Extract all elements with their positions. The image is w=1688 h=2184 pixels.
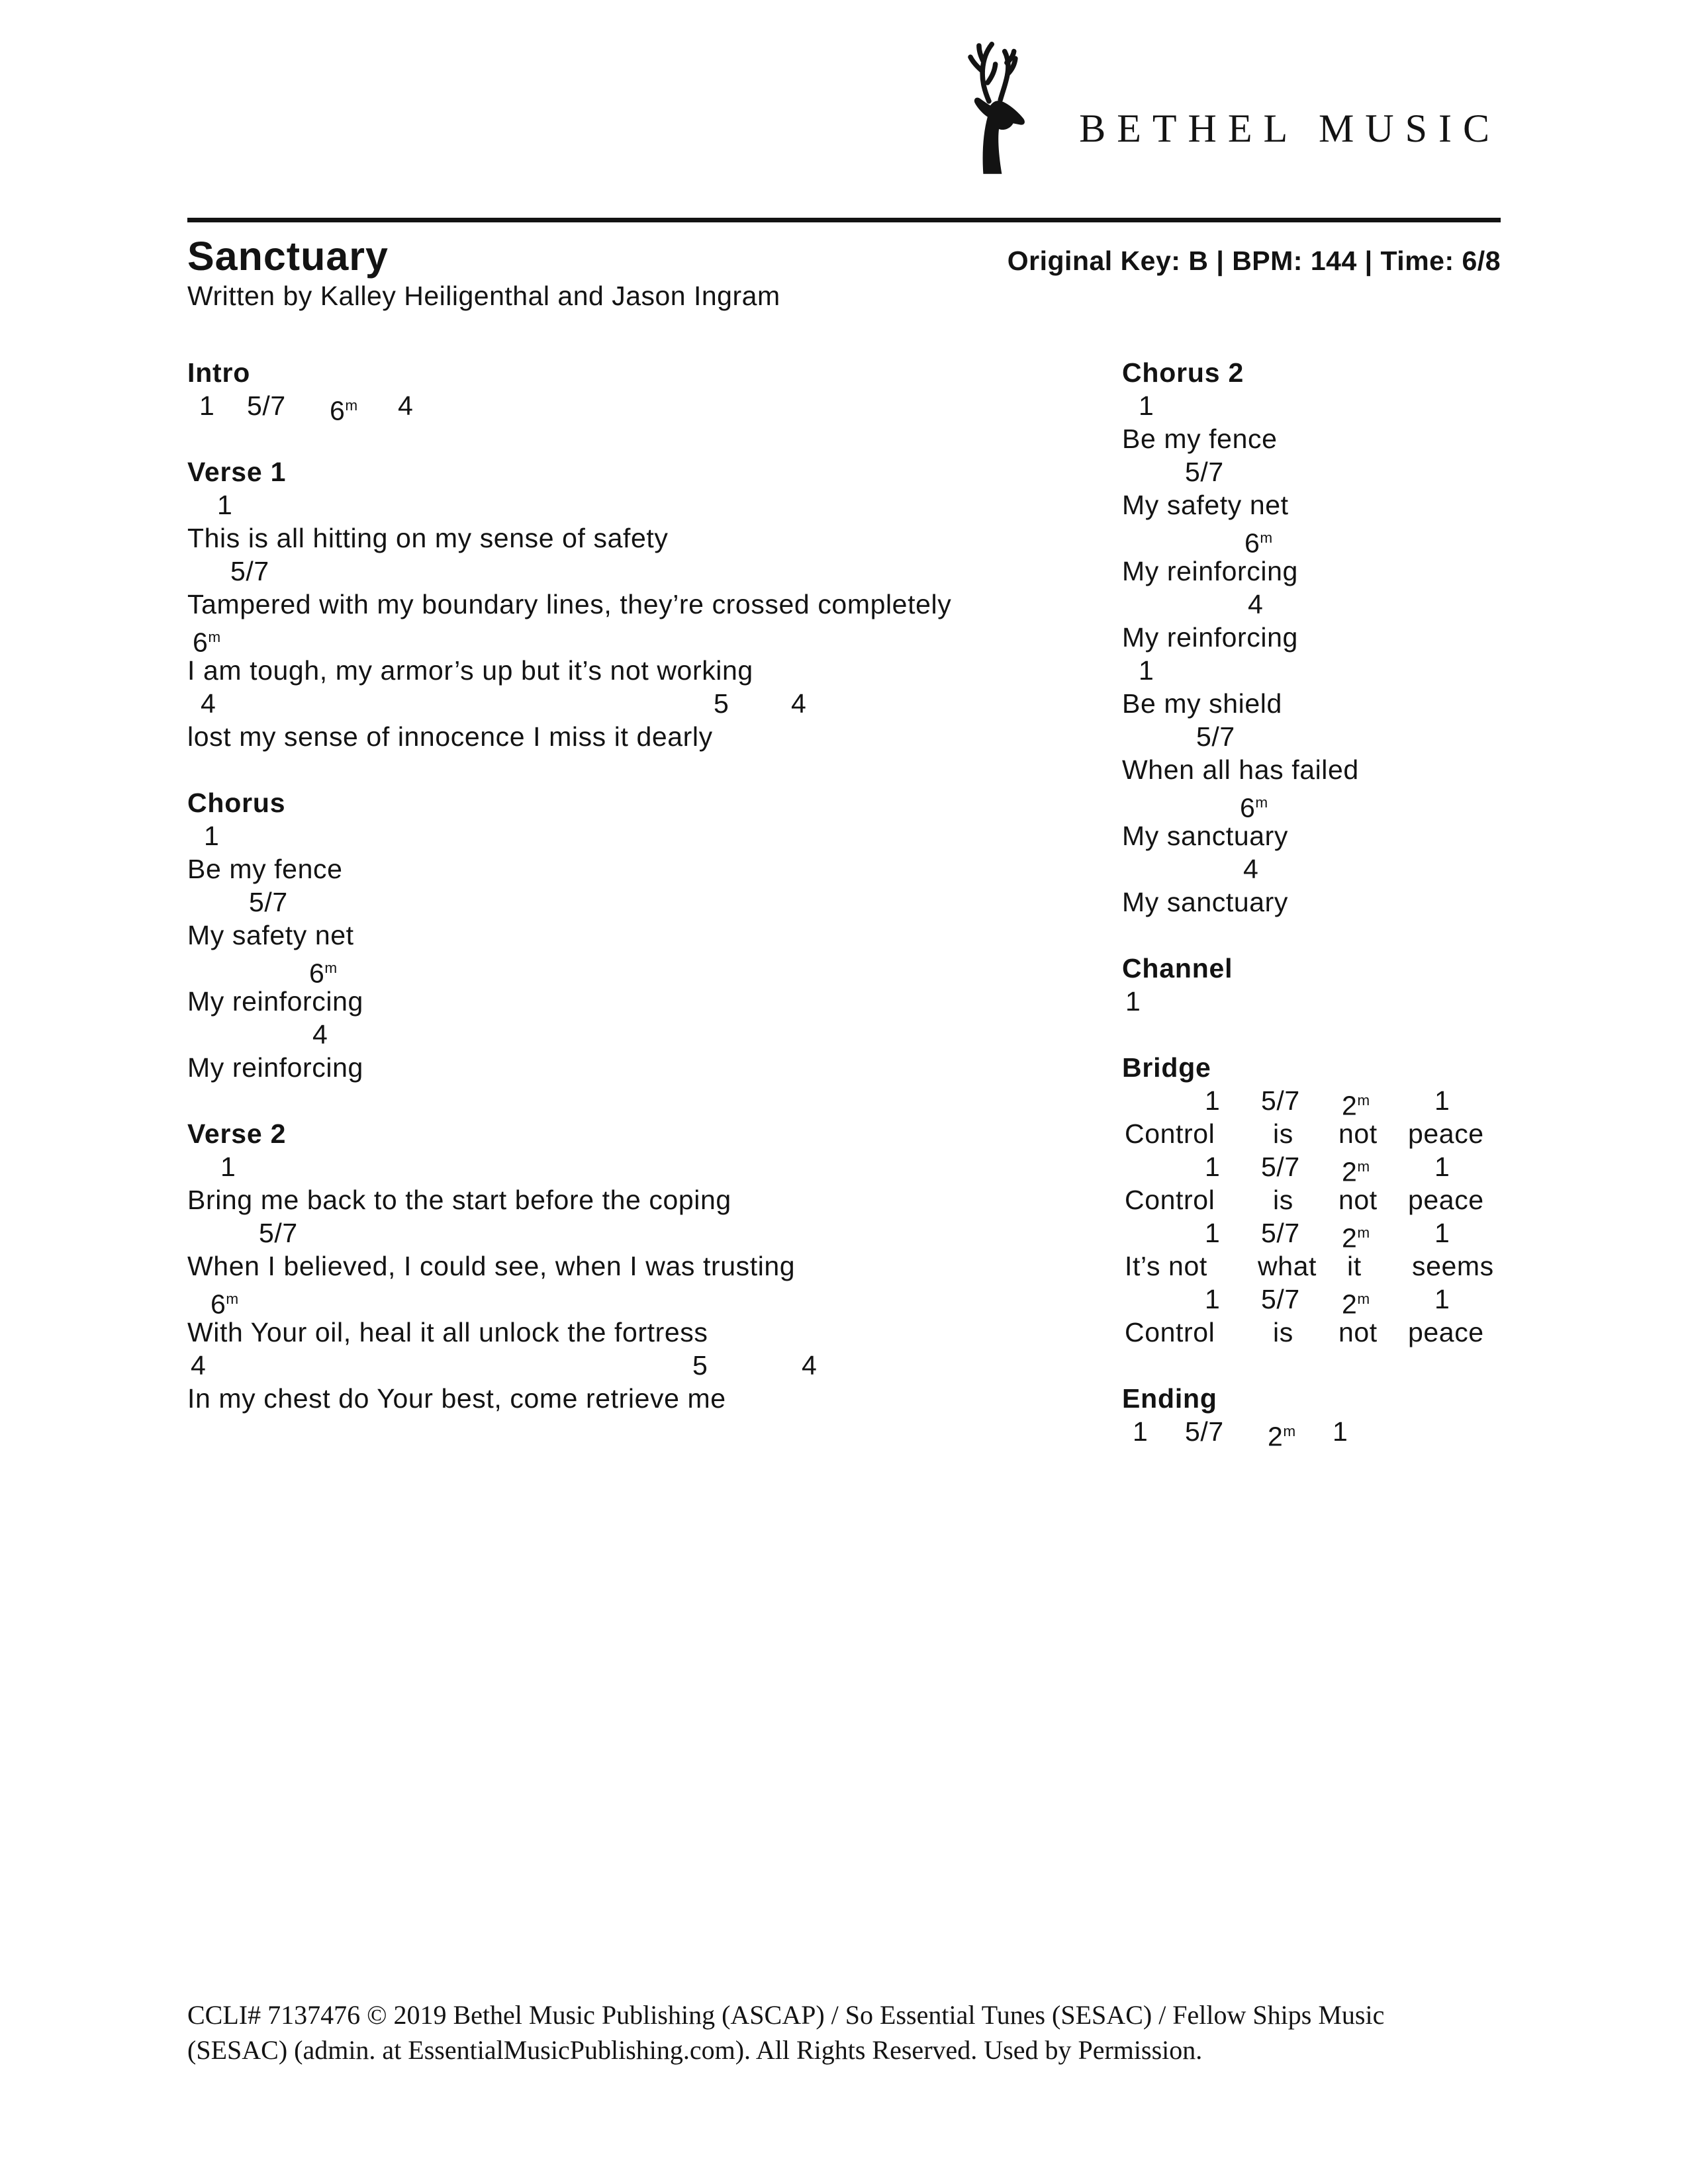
chord-symbol: 1: [1434, 1085, 1450, 1116]
lyric-word: what: [1258, 1251, 1317, 1281]
chord-symbol: 1: [220, 1152, 236, 1182]
copyright-line: CCLI# 7137476 © 2019 Bethel Music Publishing (ASCAP) / So Essential Tunes (SESAC) / Fellow Ships Music: [187, 2000, 1385, 2030]
lyric-word: Control: [1125, 1118, 1215, 1149]
lyric-line: My sanctuary: [1122, 887, 1288, 917]
lyric-line: Bring me back to the start before the coping: [187, 1185, 731, 1215]
chord-symbol: 1: [1434, 1152, 1450, 1182]
section-spacer: [1122, 1018, 1685, 1051]
song-section: [1122, 356, 1685, 952]
chord-line: [1122, 522, 1685, 559]
chord-symbol: 5/7: [1261, 1085, 1300, 1116]
chord-symbol: 1: [1133, 1416, 1149, 1447]
chord-symbol: 1: [1205, 1152, 1221, 1182]
lyric-line: [1122, 1316, 1685, 1349]
chord-line: [1122, 1415, 1685, 1452]
chord-symbol: 6$^m$: [309, 958, 338, 989]
chord-symbol: 4: [191, 1350, 207, 1381]
chord-symbol: 1: [1205, 1284, 1221, 1314]
chord-symbol: 1: [217, 490, 233, 520]
lyric-line: My safety net: [187, 920, 354, 950]
lyric-line: With Your oil, heal it all unlock the fortress: [187, 1317, 708, 1347]
chord-line: [1122, 588, 1685, 621]
chord-symbol: 1: [1139, 390, 1154, 421]
chord-symbol: 5/7: [259, 1218, 298, 1248]
chord-line: [1122, 389, 1685, 422]
lyric-word: not: [1338, 1118, 1378, 1149]
chord-symbol: 1: [204, 821, 220, 851]
left-column: [187, 356, 1114, 1448]
chord-symbol: 1: [1434, 1218, 1450, 1248]
lyric-line: My reinforcing: [1122, 622, 1298, 653]
chord-symbol: 1: [1205, 1218, 1221, 1248]
section-spacer: [187, 753, 1114, 786]
chord-symbol: 4: [1243, 854, 1259, 884]
chord-line: [1122, 1283, 1685, 1320]
song-section: [1122, 1382, 1685, 1481]
lyric-word: not: [1338, 1185, 1378, 1215]
chord-line: [187, 1018, 1114, 1051]
chord-line: [187, 389, 1114, 426]
section-spacer: [187, 1084, 1114, 1117]
lyric-line: Be my fence: [1122, 424, 1278, 454]
section-spacer: [1122, 919, 1685, 952]
chord-symbol: 6$^m$: [1240, 792, 1268, 823]
lyric-word: Control: [1125, 1317, 1215, 1347]
lyric-line: [1122, 1250, 1685, 1283]
lyric-line: When I believed, I could see, when I was trusting: [187, 1251, 796, 1281]
chord-symbol: 5/7: [249, 887, 288, 917]
chord-symbol: 5/7: [1261, 1284, 1300, 1314]
lyric-line: My safety net: [1122, 490, 1289, 520]
lyric-line: I am tough, my armor’s up but it’s not working: [187, 655, 753, 686]
lyric-line: Be my shield: [1122, 688, 1282, 719]
song-section: [187, 1117, 1114, 1448]
chord-symbol: 4: [791, 688, 807, 719]
chord-symbol: 2$^m$: [1342, 1156, 1370, 1187]
section-spacer: [1122, 1448, 1685, 1481]
chord-symbol: 4: [312, 1019, 328, 1050]
lyric-line: My reinforcing: [1122, 556, 1298, 586]
lyric-line: [1122, 1183, 1685, 1216]
lyric-line: When all has failed: [1122, 754, 1359, 785]
lyric-word: seems: [1412, 1251, 1494, 1281]
section-heading: Chorus: [187, 788, 286, 818]
lyric-line: This is all hitting on my sense of safety: [187, 523, 669, 553]
lyric-word: peace: [1408, 1185, 1484, 1215]
lyric-word: is: [1273, 1317, 1293, 1347]
lyric-word: is: [1273, 1118, 1293, 1149]
lyric-line: Be my fence: [187, 854, 343, 884]
chord-symbol: 5/7: [1261, 1218, 1300, 1248]
lyric-line: lost my sense of innocence I miss it dearly: [187, 721, 713, 752]
chord-symbol: 2$^m$: [1268, 1421, 1296, 1452]
chord-line: [1122, 455, 1685, 488]
chord-line: [187, 488, 1114, 522]
lyric-word: It’s not: [1125, 1251, 1207, 1281]
section-spacer: [187, 1415, 1114, 1448]
chord-line: [1122, 985, 1685, 1018]
section-heading: Intro: [187, 357, 251, 388]
section-spacer: [187, 422, 1114, 455]
section-heading: Channel: [1122, 953, 1233, 983]
section-heading: Chorus 2: [1122, 357, 1244, 388]
chord-line: [1122, 654, 1685, 687]
header-divider: [187, 218, 1501, 222]
chord-line: [187, 1283, 1114, 1320]
chord-symbol: 2$^m$: [1342, 1289, 1370, 1320]
key-info: Original Key: B | BPM: 144 | Time: 6/8: [1007, 246, 1501, 276]
lyric-line: [1122, 1117, 1685, 1150]
chord-symbol: 5/7: [1261, 1152, 1300, 1182]
chord-symbol: 4: [1248, 589, 1264, 619]
lyric-word: is: [1273, 1185, 1293, 1215]
chord-symbol: 2$^m$: [1342, 1222, 1370, 1253]
chord-symbol: 1: [1333, 1416, 1348, 1447]
section-heading: Verse 1: [187, 457, 287, 487]
chord-line: [187, 886, 1114, 919]
chord-symbol: 6$^m$: [211, 1289, 239, 1320]
chord-symbol: 5/7: [1196, 721, 1235, 752]
chord-symbol: 4: [398, 390, 414, 421]
section-heading: Bridge: [1122, 1052, 1211, 1083]
chord-symbol: 1: [1205, 1085, 1221, 1116]
chord-line: [1122, 720, 1685, 753]
song-section: [1122, 1051, 1685, 1382]
copyright-line: (SESAC) (admin. at EssentialMusicPublishing.com). All Rights Reserved. Used by Permission.: [187, 2035, 1203, 2065]
chord-line: [187, 1216, 1114, 1250]
byline: Written by Kalley Heiligenthal and Jason Ingram: [187, 281, 780, 311]
chord-symbol: 4: [201, 688, 216, 719]
song-section: [187, 455, 1114, 786]
lyric-word: it: [1347, 1251, 1362, 1281]
chord-line: [1122, 786, 1685, 823]
song-section: [187, 786, 1114, 1117]
section-heading: Ending: [1122, 1383, 1217, 1414]
chord-symbol: 6$^m$: [1244, 527, 1273, 559]
page-title: Sanctuary: [187, 234, 389, 279]
chord-symbol: 5: [714, 688, 729, 719]
chord-line: [187, 555, 1114, 588]
chord-symbol: 5: [692, 1350, 708, 1381]
chord-symbol: 5/7: [1185, 457, 1224, 487]
title-row: [187, 233, 1501, 279]
brand-wordmark: BETHEL MUSIC: [1079, 107, 1501, 150]
song-section: [187, 356, 1114, 455]
chord-symbol: 5/7: [1185, 1416, 1224, 1447]
chord-line: [1122, 1150, 1685, 1187]
chord-line: [187, 687, 1114, 720]
lyric-line: Tampered with my boundary lines, they’re crossed completely: [187, 589, 952, 619]
chord-symbol: 2$^m$: [1342, 1090, 1370, 1121]
right-column: [1122, 356, 1685, 1481]
lyric-word: peace: [1408, 1317, 1484, 1347]
chord-symbol: 1: [1139, 655, 1154, 686]
chord-line: [187, 1349, 1114, 1382]
chord-line: [187, 621, 1114, 658]
song-section: [1122, 952, 1685, 1051]
chord-symbol: 5/7: [247, 390, 286, 421]
chord-line: [1122, 1216, 1685, 1253]
chord-line: [187, 1150, 1114, 1183]
lyric-line: My sanctuary: [1122, 821, 1288, 851]
copyright-footer: [187, 1997, 1518, 2068]
chord-line: [1122, 1084, 1685, 1121]
chord-symbol: 1: [199, 390, 215, 421]
chord-symbol: 6$^m$: [330, 395, 358, 426]
chord-symbol: 1: [1434, 1284, 1450, 1314]
chord-symbol: 5/7: [230, 556, 269, 586]
lyric-word: not: [1338, 1317, 1378, 1347]
chord-symbol: 6$^m$: [193, 627, 221, 658]
section-heading: Verse 2: [187, 1118, 287, 1149]
lyric-line: My reinforcing: [187, 986, 363, 1017]
lyric-line: My reinforcing: [187, 1052, 363, 1083]
chord-symbol: 1: [1125, 986, 1141, 1017]
chord-line: [187, 819, 1114, 852]
lyric-line: In my chest do Your best, come retrieve me: [187, 1383, 726, 1414]
chord-line: [187, 952, 1114, 989]
chord-symbol: 4: [802, 1350, 818, 1381]
section-spacer: [1122, 1349, 1685, 1382]
lyric-word: peace: [1408, 1118, 1484, 1149]
lyric-word: Control: [1125, 1185, 1215, 1215]
chord-line: [1122, 852, 1685, 886]
deer-stag-head-icon: [952, 38, 1045, 174]
